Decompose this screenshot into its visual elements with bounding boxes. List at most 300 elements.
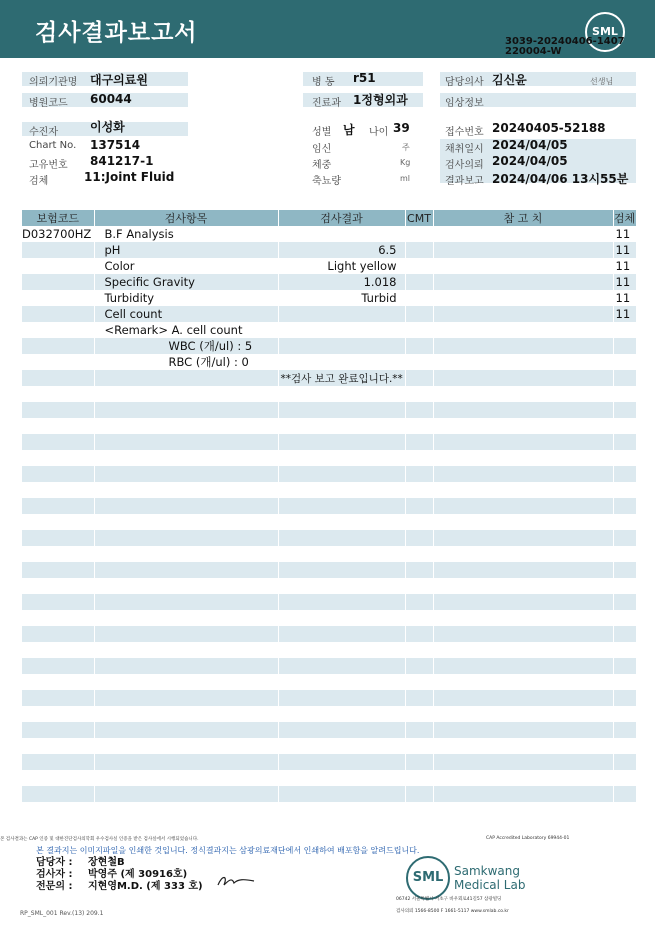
- cell-code: [22, 306, 94, 322]
- cell-code: [22, 514, 94, 530]
- doctor-suffix: 선생님: [590, 77, 614, 86]
- cell-result: [278, 434, 405, 450]
- results-table: [22, 210, 637, 802]
- cell-result: [278, 322, 405, 338]
- completion-message: **검사 보고 완료입니다.**: [278, 370, 405, 386]
- cell-item: [94, 370, 278, 386]
- table-row: [22, 546, 636, 562]
- cell-item: RBC (개/ul) : 0: [94, 354, 278, 370]
- cell-result: [278, 418, 405, 434]
- cell-item: [94, 466, 278, 482]
- cell-item: [94, 754, 278, 770]
- cell-spec: [613, 786, 636, 802]
- cell-ref: [433, 402, 613, 418]
- doctor-value: 김신윤: [492, 73, 527, 87]
- cell-spec: [613, 546, 636, 562]
- cell-ref: [433, 322, 613, 338]
- cell-code: [22, 498, 94, 514]
- cell-result: [278, 514, 405, 530]
- cell-code: [22, 722, 94, 738]
- cell-ref: [433, 578, 613, 594]
- cell-cmt: [405, 546, 433, 562]
- table-row: [22, 594, 636, 610]
- table-row: [22, 674, 636, 690]
- cell-result: [278, 546, 405, 562]
- cell-result: Turbid: [278, 290, 405, 306]
- requester-label: 의뢰기관명: [29, 77, 78, 88]
- cell-result: 6.5: [278, 242, 405, 258]
- cell-code: [22, 370, 94, 386]
- cell-cmt: [405, 258, 433, 274]
- accreditation-footnote: 본 검사결과는 CAP 인증 및 대한진단검사의학회 우수검사실 인증을 받은 검사실에서 시행되었습니다.: [0, 837, 199, 842]
- cell-code: [22, 754, 94, 770]
- cell-result: [278, 530, 405, 546]
- table-row: [22, 642, 636, 658]
- id-no-value: 841217-1: [90, 154, 154, 168]
- cell-code: D032700HZ: [22, 226, 94, 242]
- cell-ref: [433, 226, 613, 242]
- cell-ref: [433, 690, 613, 706]
- hospital-code-value: 60044: [90, 92, 132, 106]
- cell-spec: [613, 338, 636, 354]
- table-row: [22, 626, 636, 642]
- cell-ref: [433, 530, 613, 546]
- cell-spec: [613, 322, 636, 338]
- cell-spec: 11: [613, 258, 636, 274]
- table-row: [22, 306, 636, 322]
- lab-logo: SML: [406, 856, 450, 900]
- cell-result: [278, 658, 405, 674]
- header-specimen: 검체: [613, 212, 636, 225]
- cell-result: [278, 674, 405, 690]
- cell-cmt: [405, 450, 433, 466]
- table-row: [22, 514, 636, 530]
- table-row: [22, 258, 636, 274]
- table-row: [22, 402, 636, 418]
- cell-cmt: [405, 322, 433, 338]
- cap-reference: CAP Accredited Laboratory 69944-01: [486, 836, 570, 841]
- cell-item: [94, 562, 278, 578]
- cell-item: [94, 434, 278, 450]
- cell-item: [94, 450, 278, 466]
- requested-value: 2024/04/05: [492, 154, 568, 168]
- cell-cmt: [405, 562, 433, 578]
- cell-cmt: [405, 306, 433, 322]
- cell-spec: [613, 386, 636, 402]
- receipt-no-value: 20240405-52188: [492, 121, 606, 135]
- cell-spec: [613, 370, 636, 386]
- cell-item: [94, 738, 278, 754]
- table-row: [22, 386, 636, 402]
- cell-item: [94, 482, 278, 498]
- table-row: [22, 722, 636, 738]
- cell-item: [94, 770, 278, 786]
- cell-item: [94, 594, 278, 610]
- cell-ref: [433, 706, 613, 722]
- urine-unit: ml: [400, 174, 411, 183]
- table-row: [22, 354, 636, 370]
- cell-ref: [433, 594, 613, 610]
- cell-cmt: [405, 354, 433, 370]
- cell-spec: [613, 402, 636, 418]
- table-row: [22, 770, 636, 786]
- cell-item: pH: [94, 242, 278, 258]
- cell-ref: [433, 610, 613, 626]
- cell-result: [278, 722, 405, 738]
- cell-result: Light yellow: [278, 258, 405, 274]
- cell-code: [22, 450, 94, 466]
- cell-ref: [433, 338, 613, 354]
- table-row: [22, 690, 636, 706]
- cell-cmt: [405, 514, 433, 530]
- header-insurance-code: 보험코드: [22, 210, 94, 226]
- cell-item: <Remark> A. cell count: [94, 322, 278, 338]
- cell-code: [22, 274, 94, 290]
- hospital-code-label: 병원코드: [29, 98, 68, 109]
- table-row: [22, 274, 636, 290]
- cell-item: [94, 642, 278, 658]
- cell-code: [22, 402, 94, 418]
- cell-code: [22, 258, 94, 274]
- cell-spec: [613, 594, 636, 610]
- cell-cmt: [405, 370, 433, 386]
- cell-code: [22, 674, 94, 690]
- cell-result: [278, 226, 405, 242]
- cell-spec: [613, 626, 636, 642]
- cell-item: [94, 386, 278, 402]
- cell-item: Cell count: [94, 306, 278, 322]
- cell-code: [22, 626, 94, 642]
- cell-result: [278, 466, 405, 482]
- cell-cmt: [405, 706, 433, 722]
- cell-ref: [433, 274, 613, 290]
- header-result: 검사결과: [278, 210, 405, 226]
- cell-spec: [613, 418, 636, 434]
- cell-spec: 11: [613, 290, 636, 306]
- cell-cmt: [405, 242, 433, 258]
- cell-spec: [613, 466, 636, 482]
- table-row: [22, 338, 636, 354]
- cell-item: B.F Analysis: [94, 226, 278, 242]
- cell-ref: [433, 418, 613, 434]
- clinical-info-label: 임상정보: [445, 98, 484, 109]
- cell-ref: [433, 770, 613, 786]
- cell-item: [94, 402, 278, 418]
- cell-ref: [433, 242, 613, 258]
- cell-result: [278, 594, 405, 610]
- cell-code: [22, 642, 94, 658]
- cell-ref: [433, 290, 613, 306]
- patient-name: 이성화: [90, 120, 125, 134]
- cell-result: [278, 754, 405, 770]
- cell-cmt: [405, 386, 433, 402]
- cell-result: [278, 338, 405, 354]
- cell-ref: [433, 722, 613, 738]
- cell-cmt: [405, 402, 433, 418]
- pregnancy-label: 임신: [312, 144, 332, 155]
- cell-item: [94, 706, 278, 722]
- sex-value: 남: [343, 123, 355, 137]
- cell-cmt: [405, 738, 433, 754]
- table-row: [22, 786, 636, 802]
- cell-ref: [433, 386, 613, 402]
- cell-code: [22, 418, 94, 434]
- id-no-label: 고유번호: [29, 160, 68, 171]
- cell-result: [278, 738, 405, 754]
- cell-ref: [433, 658, 613, 674]
- cell-item: WBC (개/ul) : 5: [94, 338, 278, 354]
- collected-value: 2024/04/05: [492, 138, 568, 152]
- cell-item: [94, 786, 278, 802]
- urine-label: 축뇨량: [312, 176, 341, 187]
- sex-label: 성별: [312, 127, 332, 138]
- requested-label: 검사의뢰: [445, 160, 484, 171]
- cell-result: [278, 642, 405, 658]
- cell-item: [94, 690, 278, 706]
- table-row: [22, 466, 636, 482]
- cell-ref: [433, 466, 613, 482]
- header-cmt: CMT: [405, 210, 433, 226]
- cell-cmt: [405, 274, 433, 290]
- cell-item: Specific Gravity: [94, 274, 278, 290]
- cell-cmt: [405, 610, 433, 626]
- table-row: [22, 610, 636, 626]
- cell-item: [94, 498, 278, 514]
- cell-ref: [433, 674, 613, 690]
- cell-spec: [613, 354, 636, 370]
- cell-code: [22, 738, 94, 754]
- table-row: [22, 482, 636, 498]
- cell-ref: [433, 546, 613, 562]
- print-notice: 본 결과지는 이미지파일을 인쇄한 것입니다. 정식결과지는 삼광의료재단에서 인쇄하여 배포함을 알려드립니다.: [36, 846, 420, 855]
- cell-result: [278, 450, 405, 466]
- table-row: [22, 738, 636, 754]
- cell-spec: [613, 482, 636, 498]
- cell-ref: [433, 562, 613, 578]
- header-reference: 참 고 치: [433, 210, 613, 226]
- table-row: [22, 578, 636, 594]
- cell-ref: [433, 738, 613, 754]
- dept-value: 1정형외과: [353, 93, 408, 107]
- cell-result: [278, 482, 405, 498]
- reported-value: 2024/04/06 13시55분: [492, 172, 629, 186]
- cell-spec: [613, 434, 636, 450]
- cell-spec: 11: [613, 242, 636, 258]
- cell-code: [22, 322, 94, 338]
- cell-result: [278, 306, 405, 322]
- chart-no-value: 137514: [90, 138, 141, 152]
- cell-ref: [433, 370, 613, 386]
- doctor-label: 담당의사: [445, 77, 484, 88]
- cell-result: [278, 706, 405, 722]
- report-title: 검사결과보고서: [35, 20, 198, 46]
- cell-spec: 11: [613, 306, 636, 322]
- cell-cmt: [405, 338, 433, 354]
- table-row: [22, 370, 636, 386]
- examiner-line: 검사자 : 박영주 (제 30916호): [36, 869, 188, 880]
- cell-result: [278, 626, 405, 642]
- ward-label: 병 동: [312, 77, 335, 88]
- cell-ref: [433, 482, 613, 498]
- cell-cmt: [405, 594, 433, 610]
- cell-result: [278, 402, 405, 418]
- cell-result: [278, 578, 405, 594]
- header-test-item: 검사항목: [94, 210, 278, 226]
- cell-spec: [613, 498, 636, 514]
- table-row: [22, 450, 636, 466]
- cell-ref: [433, 626, 613, 642]
- cell-ref: [433, 754, 613, 770]
- cell-spec: [613, 738, 636, 754]
- cell-code: [22, 482, 94, 498]
- receipt-no-label: 접수번호: [445, 127, 484, 138]
- cell-code: [22, 546, 94, 562]
- sml-logo: SML: [585, 12, 625, 52]
- cell-item: [94, 418, 278, 434]
- cell-result: [278, 770, 405, 786]
- cell-spec: [613, 658, 636, 674]
- table-row: [22, 498, 636, 514]
- cell-result: 1.018: [278, 274, 405, 290]
- cell-spec: 11: [613, 274, 636, 290]
- dept-label: 진료과: [312, 98, 341, 109]
- cell-ref: [433, 354, 613, 370]
- table-row: [22, 434, 636, 450]
- cell-cmt: [405, 690, 433, 706]
- cell-code: [22, 610, 94, 626]
- requester-value: 대구의료원: [90, 73, 148, 87]
- table-row: [22, 290, 636, 306]
- cell-ref: [433, 258, 613, 274]
- table-row: [22, 242, 636, 258]
- chart-no-label: Chart No.: [29, 140, 77, 151]
- cell-spec: [613, 706, 636, 722]
- operator-line: 담당자 : 장현철B: [36, 857, 125, 868]
- cell-item: [94, 626, 278, 642]
- cell-code: [22, 578, 94, 594]
- revision-code: RP_SML_001 Rev.(13) 209.1: [20, 910, 104, 917]
- cell-code: [22, 242, 94, 258]
- cell-cmt: [405, 578, 433, 594]
- cell-ref: [433, 514, 613, 530]
- ward-value: r51: [353, 71, 376, 85]
- cell-result: [278, 690, 405, 706]
- cell-cmt: [405, 482, 433, 498]
- cell-cmt: [405, 626, 433, 642]
- cell-item: [94, 530, 278, 546]
- cell-code: [22, 338, 94, 354]
- cell-spec: [613, 514, 636, 530]
- cell-item: Turbidity: [94, 290, 278, 306]
- weight-label: 체중: [312, 160, 332, 171]
- name-label: 수진자: [29, 127, 58, 138]
- lab-name: Samkwang Medical Lab: [454, 864, 526, 892]
- table-row: [22, 562, 636, 578]
- cell-spec: [613, 642, 636, 658]
- cell-ref: [433, 434, 613, 450]
- cell-code: [22, 354, 94, 370]
- cell-ref: [433, 498, 613, 514]
- cell-cmt: [405, 754, 433, 770]
- pregnancy-unit: 주: [402, 143, 410, 152]
- cell-spec: [613, 674, 636, 690]
- weight-unit: Kg: [400, 158, 411, 167]
- specimen-value: 11:Joint Fluid: [84, 170, 175, 184]
- cell-spec: [613, 610, 636, 626]
- cell-result: [278, 562, 405, 578]
- table-row: [22, 418, 636, 434]
- cell-ref: [433, 450, 613, 466]
- cell-cmt: [405, 786, 433, 802]
- table-row: [22, 658, 636, 674]
- cell-item: [94, 578, 278, 594]
- cell-result: [278, 610, 405, 626]
- cell-code: [22, 658, 94, 674]
- cell-item: [94, 546, 278, 562]
- cell-cmt: [405, 674, 433, 690]
- table-row: [22, 322, 636, 338]
- cell-result: [278, 498, 405, 514]
- cell-cmt: [405, 642, 433, 658]
- cell-cmt: [405, 498, 433, 514]
- cell-item: [94, 674, 278, 690]
- cell-cmt: [405, 530, 433, 546]
- cell-spec: [613, 690, 636, 706]
- cell-spec: [613, 450, 636, 466]
- table-row: [22, 754, 636, 770]
- cell-cmt: [405, 466, 433, 482]
- reported-label: 결과보고: [445, 176, 484, 187]
- table-row: [22, 530, 636, 546]
- cell-item: [94, 722, 278, 738]
- cell-code: [22, 290, 94, 306]
- lab-address: 06742 서울특별시 서초구 바우뫼로41길57 삼광빌딩 검사의뢰 1566-8500 F 1661-5117 www.smlab.co.kr: [396, 897, 509, 914]
- cell-spec: [613, 562, 636, 578]
- handwritten-signature: [214, 871, 258, 889]
- cell-code: [22, 466, 94, 482]
- cell-cmt: [405, 418, 433, 434]
- cell-spec: 11: [613, 226, 636, 242]
- cell-spec: [613, 722, 636, 738]
- table-row: [22, 226, 636, 242]
- cell-cmt: [405, 226, 433, 242]
- cell-ref: [433, 786, 613, 802]
- cell-item: [94, 610, 278, 626]
- cell-code: [22, 770, 94, 786]
- cell-item: [94, 514, 278, 530]
- cell-code: [22, 706, 94, 722]
- document-number: 3039-20240406-1407 220004-W: [505, 36, 625, 57]
- cell-result: [278, 354, 405, 370]
- cell-item: [94, 658, 278, 674]
- cell-ref: [433, 306, 613, 322]
- age-label: 나이: [369, 127, 389, 138]
- specimen-label: 검체: [29, 176, 49, 187]
- cell-spec: [613, 578, 636, 594]
- cell-spec: [613, 770, 636, 786]
- cell-spec: [613, 530, 636, 546]
- cell-code: [22, 690, 94, 706]
- specialist-line: 전문의 : 지현영M.D. (제 333 호): [36, 881, 203, 892]
- cell-cmt: [405, 658, 433, 674]
- cell-result: [278, 386, 405, 402]
- cell-cmt: [405, 434, 433, 450]
- collected-label: 채취일시: [445, 144, 484, 155]
- cell-item: Color: [94, 258, 278, 274]
- age-value: 39: [393, 121, 410, 135]
- cell-ref: [433, 642, 613, 658]
- cell-spec: [613, 754, 636, 770]
